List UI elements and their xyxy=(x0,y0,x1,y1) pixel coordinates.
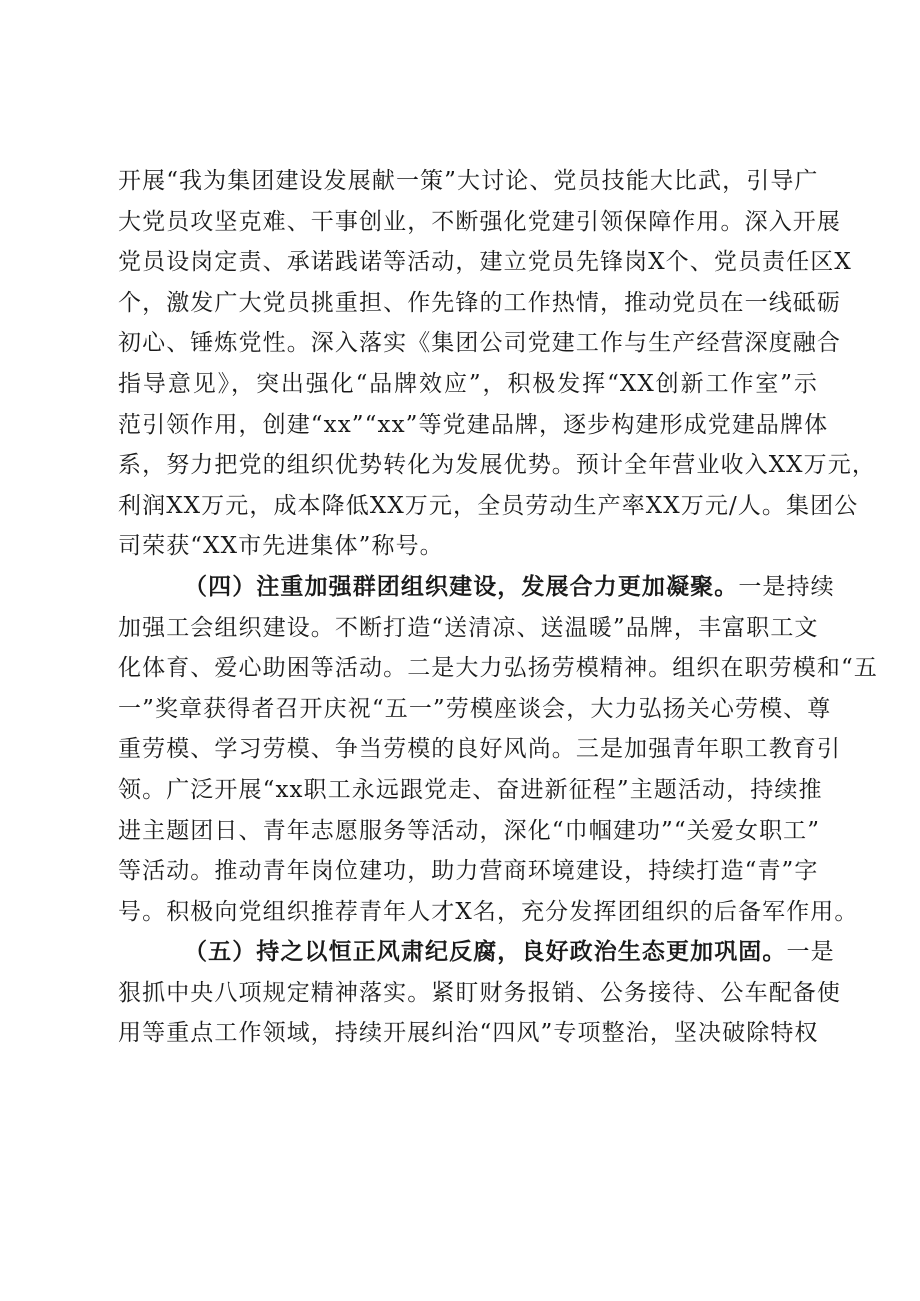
heading-line-rest: 一是 xyxy=(786,939,835,966)
heading-line-rest: 一是持续 xyxy=(738,573,835,600)
text-line: 党员设岗定责、承诺践诺等活动，建立党员先锋岗X个、党员责任区X xyxy=(118,249,852,276)
text-line: 个，激发广大党员挑重担、作先锋的工作热情，推动党员在一线砥砺 xyxy=(118,289,841,316)
paragraph-continued xyxy=(118,161,876,567)
section-heading: （四）注重加强群团组织建设，发展合力更加凝聚。 xyxy=(184,572,739,600)
text-line: 领。广泛开展“xx职工永远跟党走、奋进新征程”主题活动，持续推 xyxy=(118,776,823,803)
text-line: 等活动。推动青年岗位建功，助力营商环境建设，持续打造“青”字 xyxy=(118,858,819,885)
section-heading: （五）持之以恒正风肃纪反腐，良好政治生态更加巩固。 xyxy=(184,938,787,966)
text-line: 范引领作用，创建“xx”“xx”等党建品牌，逐步构建形成党建品牌体 xyxy=(118,411,829,438)
text-line: 系，努力把党的组织优势转化为发展优势。预计全年营业收入XX万元， xyxy=(118,452,876,479)
paragraph-first-line xyxy=(118,567,835,608)
paragraph-first-line xyxy=(118,932,835,973)
text-line: 司荣获“XX市先进集体”称号。 xyxy=(118,533,444,560)
text-line: 狠抓中央八项规定精神落实。紧盯财务报销、公务接待、公车配备使 xyxy=(118,979,841,1006)
text-line: 大党员攻坚克难、干事创业，不断强化党建引领保障作用。深入开展 xyxy=(118,208,841,235)
paragraph-four xyxy=(118,567,878,932)
text-line: 指导意见》，突出强化“品牌效应”，积极发挥“XX创新工作室”示 xyxy=(118,370,818,397)
text-line: 化体育、爱心助困等活动。二是大力弘扬劳模精神。组织在职劳模和“五 xyxy=(118,655,878,682)
text-line: 号。积极向党组织推荐青年人才X名，充分发挥团组织的后备军作用。 xyxy=(118,898,859,925)
text-line: 开展“我为集团建设发展献一策”大讨论、党员技能大比武，引导广 xyxy=(118,168,819,194)
text-line: 初心、锤炼党性。深入落实《集团公司党建工作与生产经营深度融合 xyxy=(118,330,841,357)
paragraph-five xyxy=(118,932,841,1054)
text-line: 进主题团日、青年志愿服务等活动，深化“巾帼建功”“关爱女职工” xyxy=(118,817,821,844)
text-line: 加强工会组织建设。不断打造“送清凉、送温暖”品牌，丰富职工文 xyxy=(118,614,819,641)
text-line: 用等重点工作领域，持续开展纠治“四风”专项整治，坚决破除特权 xyxy=(118,1020,819,1047)
text-line: 重劳模、学习劳模、争当劳模的良好风尚。三是加强青年职工教育引 xyxy=(118,736,841,763)
text-line: 一”奖章获得者召开庆祝“五一”劳模座谈会，大力弘扬关心劳模、尊 xyxy=(118,695,832,722)
body-text xyxy=(118,161,878,1054)
text-line: 利润XX万元，成本降低XX万元，全员劳动生产率XX万元/人。集团公 xyxy=(118,492,859,519)
